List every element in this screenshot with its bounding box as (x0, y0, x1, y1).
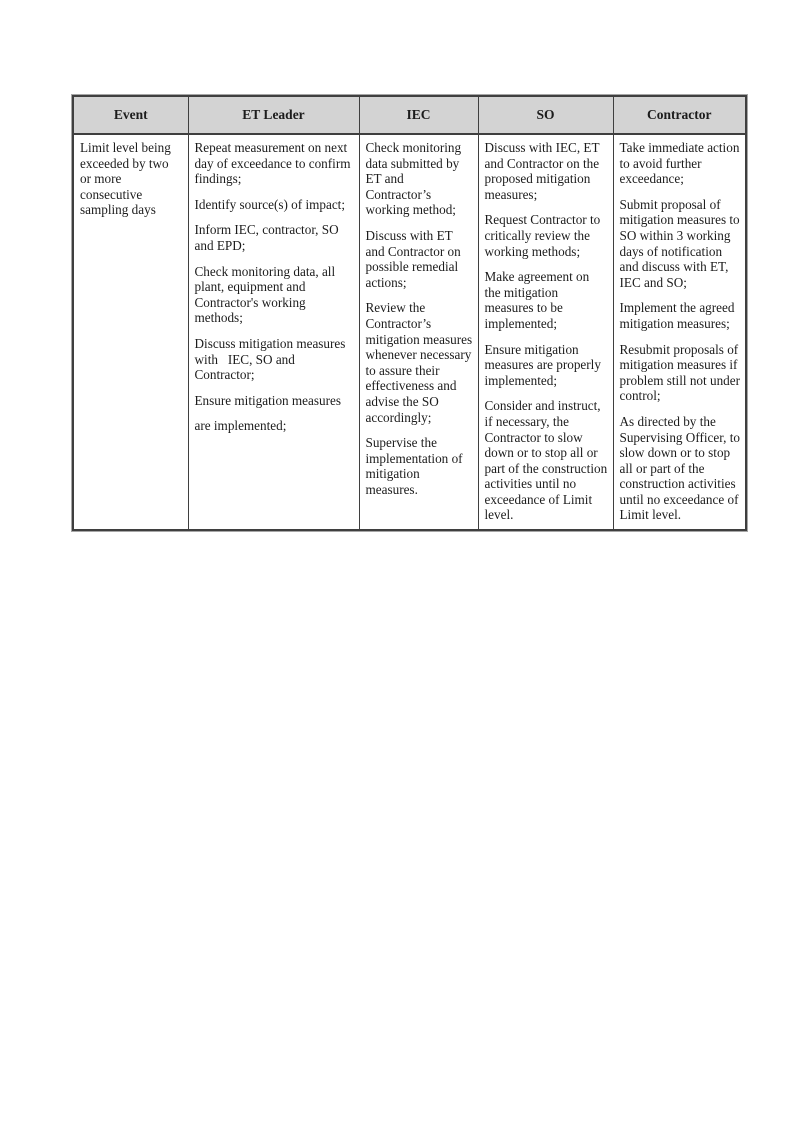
cell-paragraph: Consider and instruct, if necessary, the Contractor to slow down or to stop all or part of the construction activities until no exceedance of Limit level. (484, 398, 611, 523)
cell-paragraph: Check monitoring data submitted by ET and Contractor’s working method; (365, 140, 465, 218)
cell-paragraph: Limit level being exceeded by two or more consecutive sampling days (80, 140, 175, 218)
cell-paragraph: Inform IEC, contractor, SO and EPD; (194, 222, 342, 253)
cell-paragraph: As directed by the Supervising Officer, to slow down or to stop all or part of the construction activities until no exceedance of Limit level. (619, 413, 744, 523)
cell-event (73, 134, 188, 530)
cell-paragraph: Make agreement on the mitigation measures to be implemented; (484, 269, 593, 331)
cell-iec (359, 134, 478, 530)
cell-paragraph: Submit proposal of mitigation measures to SO within 3 working days of notification and discuss with ET, IEC and SO; (619, 196, 743, 290)
cell-paragraph: Implement the agreed mitigation measures; (619, 300, 738, 331)
cell-paragraph: Ensure mitigation measures are properly implemented; (484, 341, 605, 388)
cell-paragraph: Discuss mitigation measures with IEC, SO and Contractor; (194, 335, 349, 383)
cell-paragraph: Discuss with ET and Contractor on possible remedial actions; (365, 227, 465, 290)
cell-paragraph: Ensure mitigation measures (194, 392, 341, 408)
column-header-et-leader: ET Leader (188, 96, 359, 134)
cell-paragraph: Review the Contractor’s mitigation measures whenever necessary to assure their effectiveness and advise the SO accordingly; (365, 300, 476, 425)
cell-paragraph: Supervise the implementation of mitigation measures. (365, 435, 466, 497)
cell-contractor (613, 134, 746, 530)
cell-paragraph: Request Contractor to critically review the working methods; (484, 212, 604, 259)
cell-paragraph: Check monitoring data, all plant, equipment and Contractor's working methods; (194, 263, 339, 326)
column-header-event: Event (73, 96, 188, 134)
cell-paragraph: Take immediate action to avoid further exceedance; (619, 140, 743, 187)
event-action-table (72, 95, 747, 531)
table-row (73, 134, 746, 530)
cell-paragraph: Repeat measurement on next day of exceedance to confirm findings; (194, 140, 354, 187)
cell-paragraph: Identify source(s) of impact; (194, 196, 346, 212)
cell-so (478, 134, 613, 530)
cell-et-leader (188, 134, 359, 530)
column-header-contractor: Contractor (613, 96, 746, 134)
cell-paragraph: are implemented; (194, 418, 287, 434)
column-header-so: SO (478, 96, 613, 134)
cell-paragraph: Discuss with IEC, ET and Contractor on the proposed mitigation measures; (484, 140, 603, 202)
table-header-row (73, 96, 746, 134)
column-header-iec: IEC (359, 96, 478, 134)
cell-paragraph: Resubmit proposals of mitigation measures if problem still not under control; (619, 341, 744, 404)
